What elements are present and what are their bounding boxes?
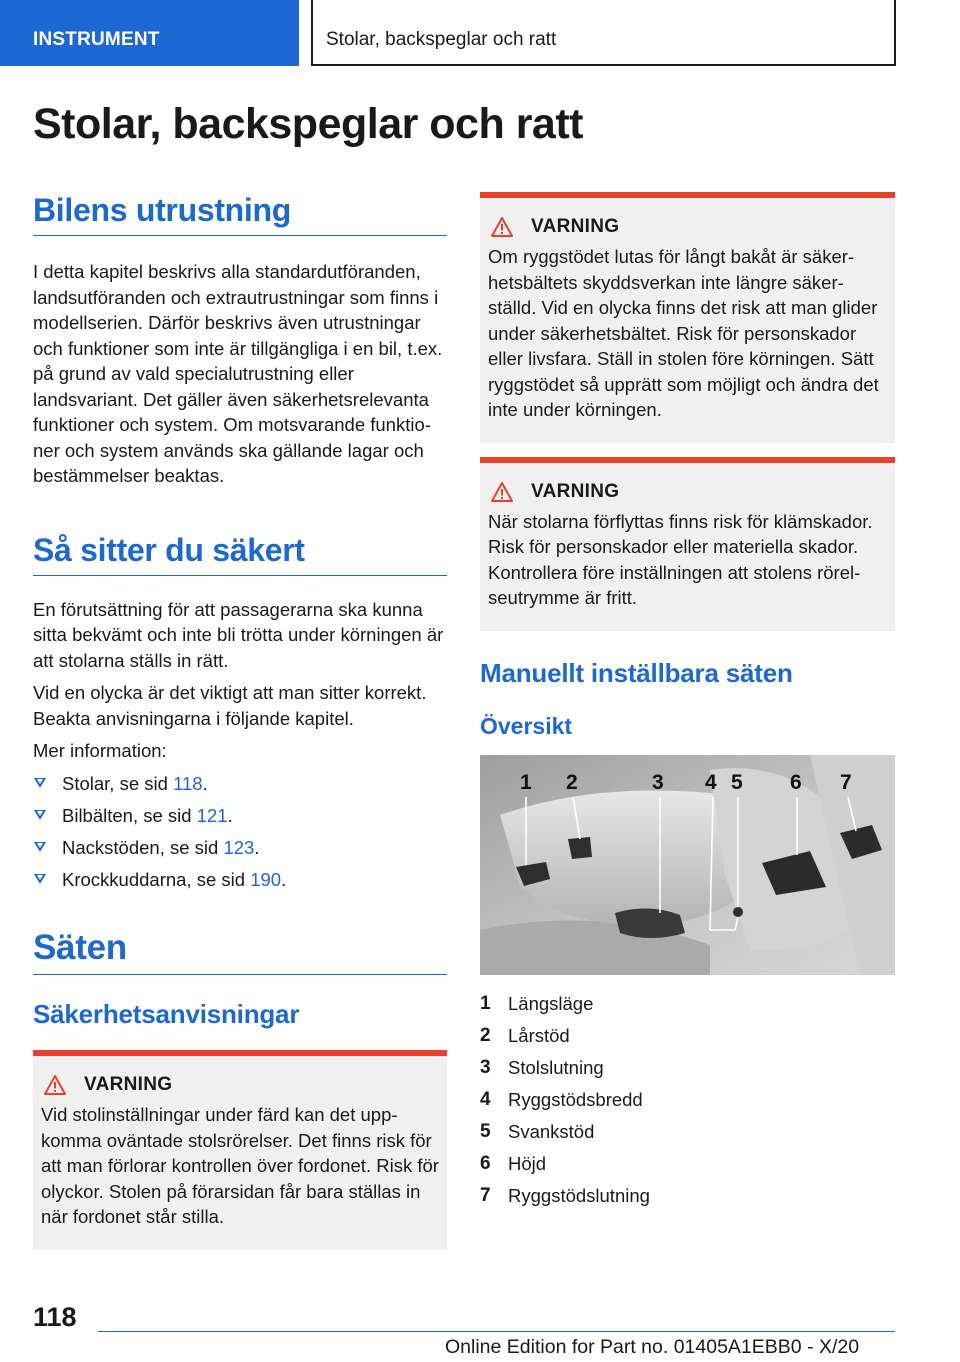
figure-callout: 2 bbox=[566, 770, 578, 794]
warning-label: VARNING bbox=[531, 480, 620, 502]
sa-sitter-para2: Vid en olycka är det viktigt att man sitter korrekt. Beakta anvisningarna i följande kapitel. bbox=[33, 682, 427, 729]
triangle-bullet-icon bbox=[34, 842, 46, 852]
warning-box bbox=[480, 457, 895, 631]
warning-box bbox=[480, 192, 895, 443]
heading-bilens-utrustning: Bilens utrustning bbox=[33, 192, 447, 236]
legend-item: 4 Ryggstödsbredd bbox=[480, 1088, 643, 1110]
more-info-list bbox=[33, 771, 447, 893]
section-tab bbox=[0, 0, 299, 66]
page-link[interactable]: 118 bbox=[173, 772, 203, 794]
legend-item: 3 Stolslutning bbox=[480, 1056, 604, 1078]
sa-sitter-para1: En förutsättning för att passagerarna ska kunna sitta bekvämt och inte bli trötta under körningen är att stolarna ställs in rätt. bbox=[33, 598, 444, 671]
warning-label: VARNING bbox=[84, 1074, 173, 1095]
triangle-bullet-icon bbox=[34, 778, 46, 788]
figure-callout: 1 bbox=[520, 770, 532, 794]
figure-callout: 6 bbox=[790, 770, 802, 794]
warning-text: Vid stolinställningar under färd kan det upp-komma oväntade stolsrörelser. Det finns risk för att man förlorar kontrollen över fordonet. Risk för olyckor. Stolen på förarsidan får bara ställas in när fordonet står stilla. bbox=[41, 1104, 439, 1227]
footer-divider bbox=[98, 1331, 895, 1332]
warning-triangle-icon bbox=[44, 1075, 66, 1095]
warning-triangle-icon bbox=[491, 217, 513, 237]
list-item: Krockkuddarna, se sid 190. bbox=[33, 867, 447, 893]
heading-saten: Säten bbox=[33, 928, 447, 975]
legend-item: 7 Ryggstödslutning bbox=[480, 1184, 650, 1206]
figure-callout: 7 bbox=[840, 770, 852, 794]
warning-triangle-icon bbox=[491, 482, 513, 502]
figure-callout: 4 bbox=[705, 770, 717, 794]
list-item: Nackstöden, se sid 123. bbox=[33, 835, 447, 861]
page-link[interactable]: 190 bbox=[250, 868, 282, 890]
list-item: Bilbälten, se sid 121. bbox=[33, 803, 447, 829]
warning-text: Om ryggstödet lutas för långt bakåt är säker-hetsbältets skyddsverkan inte längre säker-ställd. Vid en olycka finns det risk att man glider under säkerhetsbältet. Risk för personskador eller livsfara. Ställ in stolen före körningen. Sätt ryggstödet så upprätt som möjligt och ändra det inte under körningen. bbox=[488, 246, 879, 420]
triangle-bullet-icon bbox=[34, 810, 46, 820]
heading-sa-sitter: Så sitter du säkert bbox=[33, 532, 447, 576]
legend-item: 2 Lårstöd bbox=[480, 1024, 570, 1046]
chapter-header bbox=[311, 0, 896, 66]
warning-box bbox=[33, 1050, 447, 1250]
section-tab-label: INSTRUMENT bbox=[33, 29, 160, 50]
legend-item: 5 Svankstöd bbox=[480, 1120, 595, 1142]
page-number: 118 bbox=[33, 1302, 77, 1332]
heading-sakerhetsanvisningar: Säkerhetsanvisningar bbox=[33, 999, 300, 1029]
heading-manuellt: Manuellt inställbara säten bbox=[480, 657, 793, 688]
list-item: Stolar, se sid 118. bbox=[33, 771, 447, 797]
legend-item: 6 Höjd bbox=[480, 1152, 547, 1174]
triangle-bullet-icon bbox=[34, 874, 46, 884]
legend-item: 1 Längsläge bbox=[480, 992, 594, 1014]
edition-text: Online Edition for Part no. 01405A1EBB0 - X/20 bbox=[445, 1336, 860, 1358]
warning-text: När stolarna förflyttas finns risk för klämskador. Risk för personskador eller materiella skador. Kontrollera före inställningen att stolens rörel-seutrymme är fritt. bbox=[488, 510, 873, 608]
figure-callout: 5 bbox=[731, 770, 743, 794]
more-info-label: Mer information: bbox=[33, 740, 167, 761]
warning-label: VARNING bbox=[531, 216, 620, 237]
seat-overview-image bbox=[480, 755, 895, 975]
page-link[interactable]: 123 bbox=[223, 836, 255, 858]
page-title: Stolar, backspeglar och ratt bbox=[33, 100, 583, 148]
page-link[interactable]: 121 bbox=[196, 804, 228, 826]
left-column bbox=[33, 192, 447, 1250]
figure-callout: 3 bbox=[652, 770, 664, 794]
bilens-utrustning-text: I detta kapitel beskrivs alla standardutföranden, landsutföranden och extrautrustningar som finns i modellserien. Därför beskrivs även utrustningar och funktioner som inte är tillgängliga i en bil, t.ex. på grund av vald specialutrustning eller landsvariant. Det gäller även säkerhetsrelevanta funktioner och system. Om motsvarande funktio-ner och system används ska gällande lagar och bestämmelser beaktas. bbox=[33, 261, 443, 486]
seat-illustration bbox=[480, 755, 895, 975]
heading-oversikt: Översikt bbox=[480, 712, 573, 739]
figure-legend bbox=[480, 988, 895, 1212]
chapter-title: Stolar, backspeglar och ratt bbox=[326, 29, 557, 50]
right-column bbox=[480, 192, 895, 1212]
